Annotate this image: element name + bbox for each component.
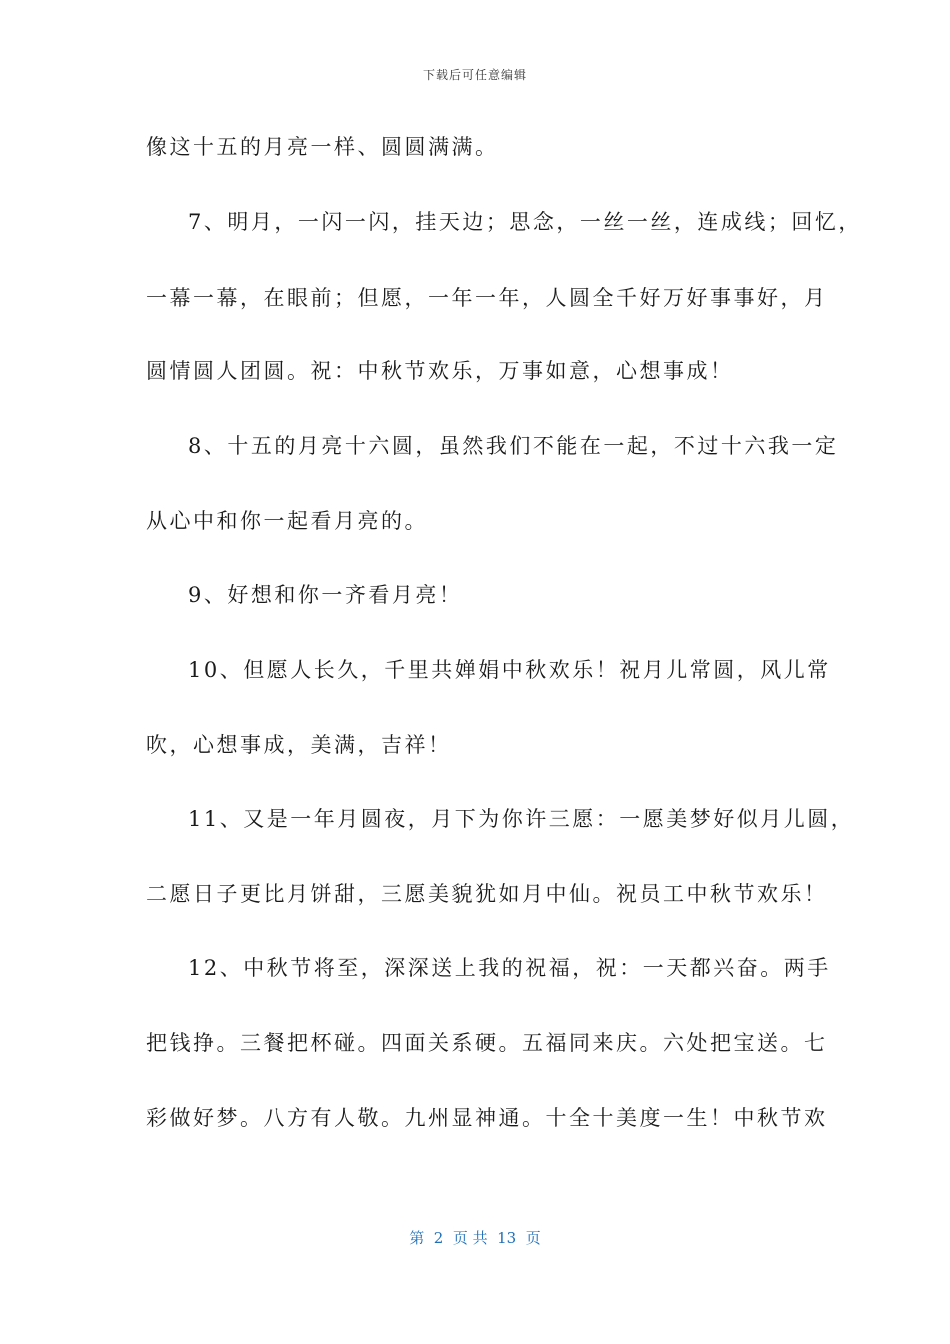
- body-line-5: 8、十五的月亮十六圆，虽然我们不能在一起，不过十六我一定: [188, 434, 839, 458]
- body-line-4: 圆情圆人团圆。祝：中秋节欢乐，万事如意，心想事成！: [146, 359, 734, 383]
- body-line-8: 10、但愿人长久，千里共婵娟中秋欢乐！祝月儿常圆，风儿常: [188, 658, 831, 682]
- body-line-10: 11、又是一年月圆夜，月下为你许三愿：一愿美梦好似月儿圆，: [188, 807, 855, 831]
- page-footer: 第 2 页 共 13 页: [409, 1229, 541, 1247]
- body-line-9: 吹，心想事成，美满，吉祥！: [146, 733, 452, 757]
- body-line-3: 一幕一幕，在眼前；但愿，一年一年，人圆全千好万好事事好，月: [146, 286, 828, 310]
- body-line-7: 9、好想和你一齐看月亮！: [188, 583, 463, 607]
- body-line-11: 二愿日子更比月饼甜，三愿美貌犹如月中仙。祝员工中秋节欢乐！: [146, 882, 828, 906]
- body-line-12: 12、中秋节将至，深深送上我的祝福，祝：一天都兴奋。两手: [188, 956, 831, 980]
- body-line-6: 从心中和你一起看月亮的。: [146, 509, 428, 533]
- body-line-2: 7、明月，一闪一闪，挂天边；思念，一丝一丝，连成线；回忆，: [188, 210, 862, 234]
- body-line-14: 彩做好梦。八方有人敬。九州显神通。十全十美度一生！中秋节欢: [146, 1106, 828, 1130]
- body-line-13: 把钱挣。三餐把杯碰。四面关系硬。五福同来庆。六处把宝送。七: [146, 1031, 828, 1055]
- body-line-1: 像这十五的月亮一样、圆圆满满。: [146, 135, 499, 159]
- page-header: 下载后可任意编辑: [422, 68, 527, 82]
